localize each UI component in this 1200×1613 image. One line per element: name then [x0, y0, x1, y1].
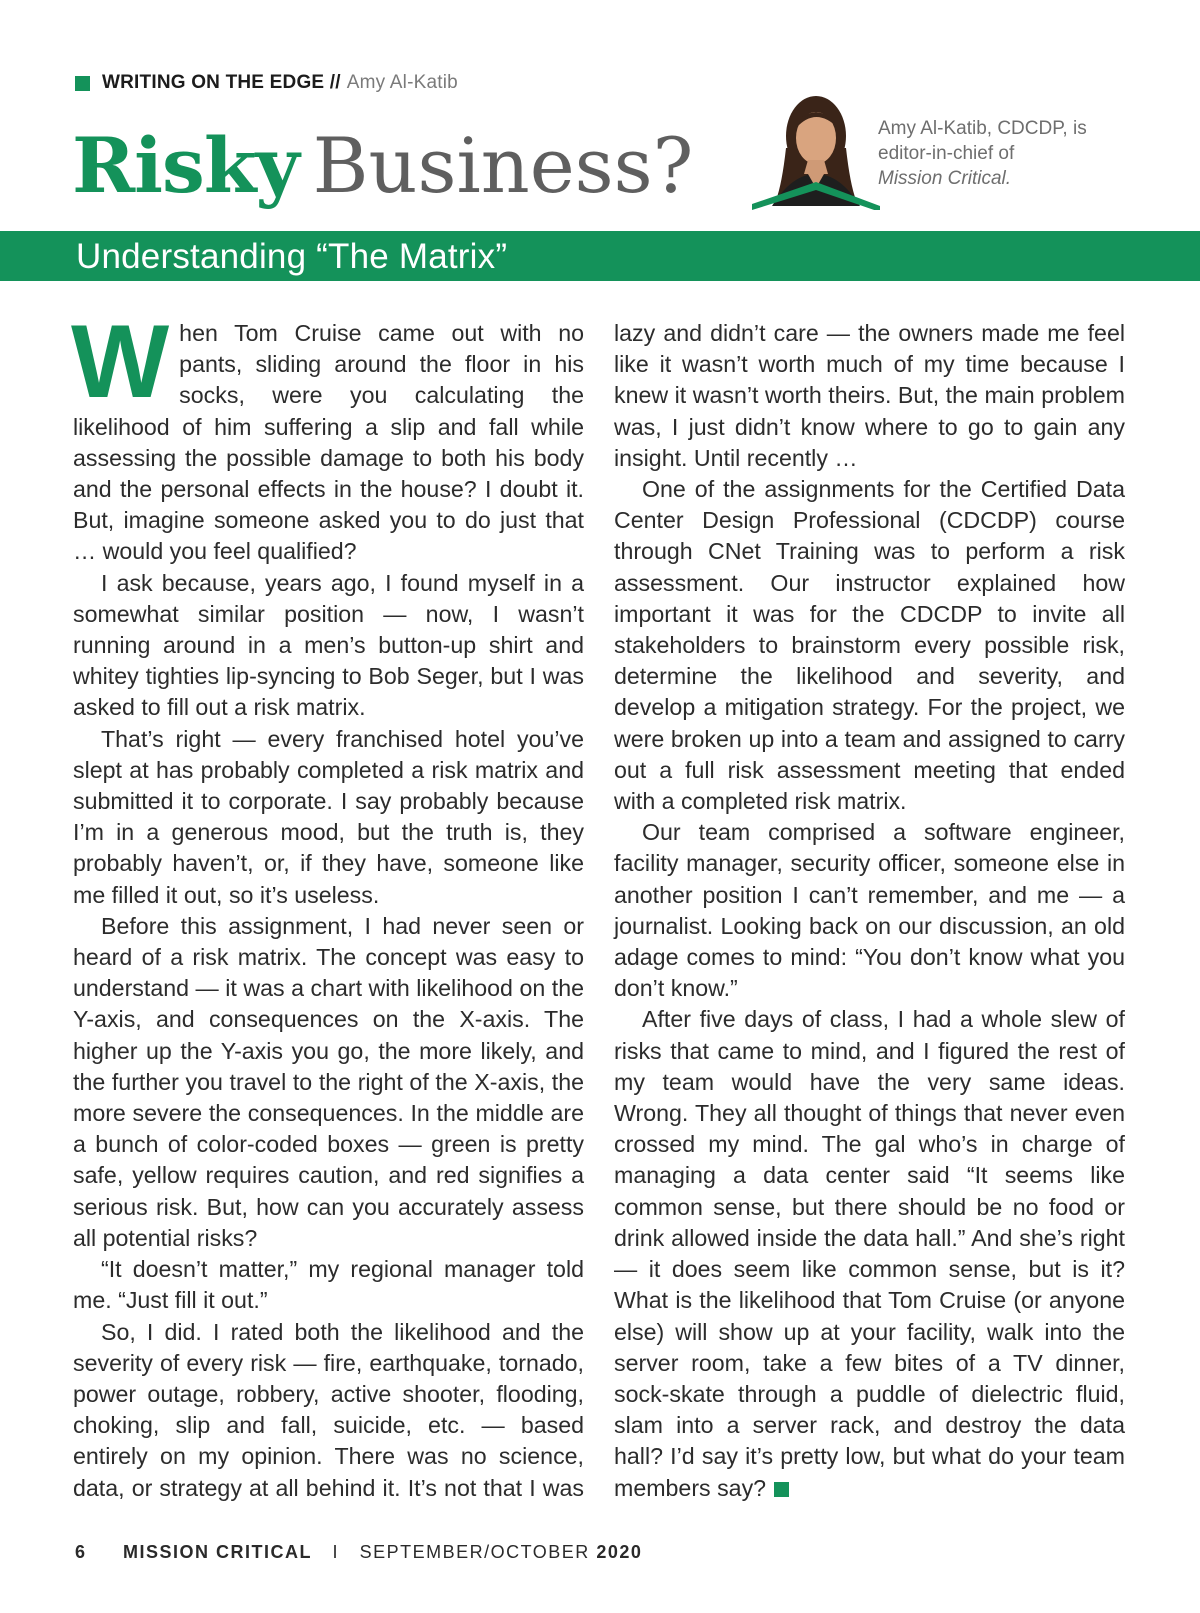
magazine-name: MISSION CRITICAL	[123, 1542, 313, 1562]
author-portrait	[752, 88, 882, 210]
subhead: Understanding “The Matrix”	[76, 237, 508, 276]
subhead-band	[0, 231, 1200, 281]
end-mark-icon	[774, 1482, 789, 1497]
article-paragraph: After five days of class, I had a whole slew of risks that came to mind, and I figured the rest of my team would have the very same ideas. Wrong. They all thought of things that never even crossed my mind. The gal who’s in charge of managing a data center said “It seems like common sense, but there should be no food or drink allowed inside the data hall.” And she’s right — it does seem like common sense, but is it? What is the likelihood that Tom Cruise (or anyone else) will show up at your facility, walk into the server room, take a few bites of a TV dinner, sock-skate through a puddle of dielectric fluid, slam into a server rack, and destroy the data hall? I’d say it’s pretty low, but what do your team members say?	[614, 1006, 1125, 1501]
article-paragraph: Before this assignment, I had never seen or heard of a risk matrix. The concept was easy to understand — it was a chart with likelihood on the Y-axis, and consequences on the X-axis. The higher up the Y-axis you go, the more likely, and the further you travel to the right of the X-axis, the more severe the consequences. In the middle are a bunch of color-coded boxes — green is pretty safe, yellow requires caution, and red signifies a serious risk. But, how can you accurately assess all potential risks?	[73, 912, 584, 1251]
section-kicker	[75, 72, 458, 94]
page-footer	[75, 1542, 642, 1563]
article-paragraph: “It doesn’t matter,” my regional manager told me. “Just fill it out.”	[73, 1256, 584, 1314]
issue-months: SEPTEMBER/OCTOBER	[359, 1542, 590, 1562]
bio-text: Amy Al-Katib, CDCDP, is editor-in-chief of	[878, 118, 1087, 164]
headline	[72, 121, 694, 210]
article-paragraph: That’s right — every franchised hotel you’ve slept at has probably completed a risk matrix and submitted it to corporate. I say probably because I’m in a generous mood, but the truth is, they probably haven’t, or, if they have, someone like me filled it out, so it’s useless.	[73, 725, 584, 908]
article-paragraph: Our team comprised a software engineer, facility manager, security officer, someone else in another position I can’t remember, and me — a journalist. Looking back on our discussion, an old adage comes to mind: “You don’t know what you don’t know.”	[614, 819, 1125, 1002]
bio-publication: Mission Critical.	[878, 168, 1012, 189]
kicker-author: Amy Al-Katib	[346, 72, 458, 93]
article-paragraph: When Tom Cruise came out with no pants, sliding around the floor in his socks, were you calculating the likelihood of him suffering a slip and fall while assessing the possible damage to both his body and the personal effects in the house? I doubt it. But, imagine someone asked you to do just that … would you feel qualified?	[71, 304, 584, 565]
footer-separator: I	[332, 1542, 340, 1562]
article-paragraph: So, I did. I rated both the likelihood and the severity of every risk — fire, earthquake, tornado, power outage, robbery, active shooter, flooding, choking, slip and fall, suicide, etc. — based entirely on my opinion. There was no science, data, or strategy at all behind it. It’s not that I was lazy and didn’t care — the owners made me feel like it wasn’t worth much of my time because I knew it wasn’t worth theirs. But, the main problem was, I just didn’t know where to go to gain any insight. Until recently …	[73, 320, 1125, 1501]
kicker-column-name: WRITING ON THE EDGE //	[102, 72, 341, 93]
page-number: 6	[75, 1542, 87, 1562]
author-bio	[878, 116, 1118, 191]
article-paragraph: I ask because, years ago, I found myself in a somewhat similar position — now, I wasn’t running around in a men’s button-up shirt and whitey tighties lip-syncing to Bob Seger, but I was asked to fill out a risk matrix.	[73, 569, 584, 721]
issue-year: 2020	[596, 1542, 643, 1562]
article-body	[71, 304, 1125, 1510]
headline-accent: Risky	[72, 121, 299, 210]
headline-rest: Business?	[312, 121, 694, 210]
kicker-square-icon	[75, 76, 90, 91]
drop-cap: W	[71, 304, 170, 420]
article-paragraph: One of the assignments for the Certified Data Center Design Professional (CDCDP) course through CNet Training was to perform a risk assessment. Our instructor explained how important it was for the CDCDP to invite all stakeholders to brainstorm every possible risk, determine the likelihood and severity, and develop a mitigation strategy. For the project, we were broken up into a team and assigned to carry out a full risk assessment meeting that ended with a completed risk matrix.	[614, 476, 1125, 815]
